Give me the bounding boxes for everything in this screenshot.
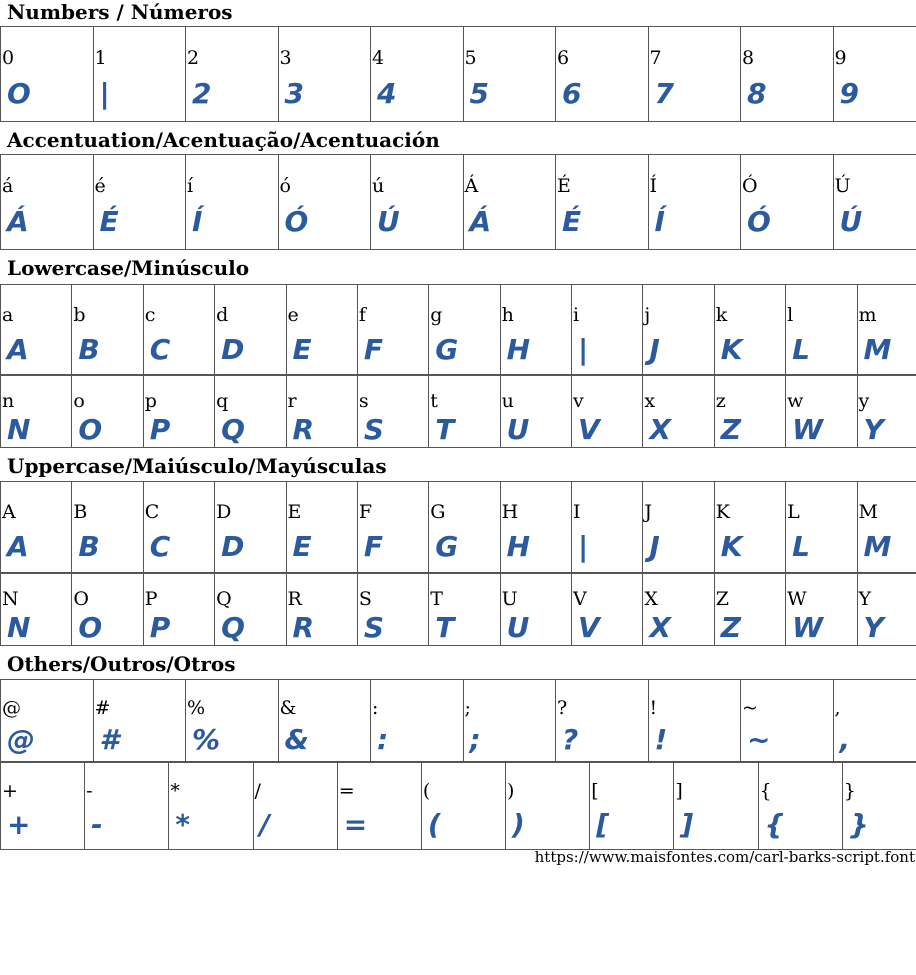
glyph-cell <box>72 482 143 574</box>
character-label: P <box>144 588 158 610</box>
character-label: 2 <box>187 47 200 69</box>
glyph-preview: R <box>292 413 314 446</box>
glyph-preview: Q <box>221 413 244 446</box>
glyph-cell <box>741 680 834 763</box>
glyph-preview: B <box>78 530 99 563</box>
character-label: F <box>358 501 373 523</box>
character-label: Y <box>858 588 872 610</box>
glyph-preview: / <box>259 808 269 841</box>
glyph-preview: P <box>149 413 170 446</box>
glyph-preview: L <box>792 530 809 563</box>
glyph-preview: S <box>363 413 384 446</box>
glyph-cell <box>93 27 186 122</box>
character-label: Á <box>464 175 479 197</box>
glyph-preview: 2 <box>192 77 211 110</box>
glyph-cell <box>186 27 279 122</box>
character-label: # <box>94 697 111 719</box>
glyph-cell <box>572 375 643 448</box>
glyph-preview: = <box>343 808 367 841</box>
glyph-cell <box>674 762 758 850</box>
glyph-preview: 8 <box>747 77 766 110</box>
glyph-preview: M <box>863 333 891 366</box>
glyph-cell <box>421 762 505 850</box>
character-label: ; <box>464 697 471 719</box>
character-label: E <box>287 501 302 523</box>
glyph-cell <box>72 285 143 376</box>
character-label: 9 <box>834 47 847 69</box>
character-label: v <box>573 390 584 412</box>
character-label: 1 <box>94 47 107 69</box>
glyph-cell <box>1 285 72 376</box>
character-label: 6 <box>557 47 570 69</box>
glyph-cell <box>429 482 500 574</box>
character-label: [ <box>591 780 599 802</box>
glyph-preview: 6 <box>562 77 581 110</box>
character-label: c <box>144 304 156 326</box>
glyph-preview: A <box>7 530 28 563</box>
character-label: f <box>358 304 366 326</box>
glyph-cell <box>371 155 464 250</box>
glyph-cell <box>643 482 714 574</box>
character-label: * <box>170 780 180 802</box>
glyph-cell <box>371 27 464 122</box>
glyph-cell <box>1 27 94 122</box>
glyph-cell <box>286 285 357 376</box>
character-label: L <box>787 501 800 523</box>
glyph-cell <box>463 27 556 122</box>
character-label: t <box>430 390 438 412</box>
glyph-preview: Y <box>863 611 883 644</box>
character-label: w <box>787 390 804 412</box>
glyph-cell <box>572 573 643 646</box>
character-label: D <box>216 501 232 523</box>
glyph-preview: : <box>377 723 388 756</box>
glyph-preview: T <box>435 413 454 446</box>
glyph-cell <box>833 680 916 763</box>
section-title: Others/Outros/Otros <box>7 652 236 676</box>
character-label: Z <box>715 588 729 610</box>
glyph-preview: N <box>7 611 30 644</box>
glyph-cell <box>143 482 214 574</box>
glyph-preview: 5 <box>469 77 488 110</box>
glyph-cell <box>714 375 785 448</box>
glyph-cell <box>143 285 214 376</box>
glyph-cell <box>500 375 571 448</box>
character-label: { <box>759 780 772 802</box>
character-label: Í <box>649 175 658 197</box>
character-label: C <box>144 501 160 523</box>
character-label: x <box>644 390 656 412</box>
glyph-cell <box>758 762 842 850</box>
glyph-cell <box>186 680 279 763</box>
source-url[interactable]: https://www.maisfontes.com/carl-barks-script.font <box>534 848 915 866</box>
character-label: - <box>86 780 93 802</box>
glyph-preview: ) <box>512 808 524 841</box>
glyph-row <box>0 284 916 376</box>
character-label: & <box>279 697 297 719</box>
glyph-cell <box>500 285 571 376</box>
character-label: p <box>144 390 157 412</box>
glyph-preview: * <box>175 808 189 841</box>
character-label: ] <box>675 780 683 802</box>
glyph-cell <box>143 573 214 646</box>
glyph-cell <box>648 155 741 250</box>
glyph-cell <box>556 27 649 122</box>
character-label: = <box>338 780 355 802</box>
glyph-cell <box>857 573 916 646</box>
glyph-preview: F <box>363 333 383 366</box>
character-label: s <box>358 390 369 412</box>
glyph-preview: F <box>363 530 383 563</box>
glyph-cell <box>786 482 857 574</box>
glyph-preview: P <box>149 611 170 644</box>
character-label: k <box>715 304 728 326</box>
glyph-preview: B <box>78 333 99 366</box>
glyph-cell <box>429 285 500 376</box>
glyph-preview: 3 <box>284 77 303 110</box>
glyph-cell <box>286 375 357 448</box>
glyph-preview: [ <box>596 808 608 841</box>
character-label: B <box>73 501 88 523</box>
glyph-preview: @ <box>7 723 34 756</box>
glyph-cell <box>786 285 857 376</box>
glyph-cell <box>643 285 714 376</box>
character-label: I <box>573 501 581 523</box>
character-label: R <box>287 588 302 610</box>
glyph-cell <box>278 27 371 122</box>
character-label: ( <box>422 780 431 802</box>
glyph-preview: E <box>292 530 311 563</box>
glyph-cell <box>1 375 72 448</box>
character-label: a <box>2 304 14 326</box>
glyph-preview: Ó <box>747 205 770 238</box>
glyph-preview: 4 <box>377 77 396 110</box>
character-label: 7 <box>649 47 662 69</box>
glyph-cell <box>253 762 337 850</box>
glyph-preview: G <box>435 333 458 366</box>
character-label: r <box>287 390 297 412</box>
glyph-preview: É <box>99 205 118 238</box>
glyph-cell <box>463 680 556 763</box>
glyph-cell <box>278 680 371 763</box>
glyph-preview: H <box>506 333 530 366</box>
glyph-preview: W <box>792 611 823 644</box>
character-label: 0 <box>2 47 15 69</box>
glyph-preview: X <box>649 413 670 446</box>
glyph-preview: | <box>99 77 109 110</box>
character-label: 8 <box>742 47 755 69</box>
glyph-preview: Í <box>192 205 202 238</box>
character-label: e <box>287 304 299 326</box>
glyph-preview: Y <box>863 413 883 446</box>
glyph-preview: Z <box>720 413 741 446</box>
glyph-cell <box>741 27 834 122</box>
character-label: O <box>73 588 89 610</box>
glyph-cell <box>500 482 571 574</box>
character-label: ó <box>279 175 291 197</box>
glyph-preview: | <box>578 530 588 563</box>
glyph-cell <box>842 762 916 850</box>
glyph-cell <box>429 375 500 448</box>
glyph-preview: Z <box>720 611 741 644</box>
glyph-preview: H <box>506 530 530 563</box>
character-label: + <box>2 780 18 802</box>
glyph-preview: Q <box>221 611 244 644</box>
glyph-cell <box>186 155 279 250</box>
glyph-cell <box>143 375 214 448</box>
glyph-preview: K <box>720 530 742 563</box>
character-label: Q <box>216 588 232 610</box>
character-label: d <box>216 304 229 326</box>
character-label: } <box>843 780 856 802</box>
character-label: G <box>430 501 446 523</box>
glyph-cell <box>786 375 857 448</box>
character-label: W <box>787 588 807 610</box>
glyph-cell <box>643 573 714 646</box>
character-label: o <box>73 390 85 412</box>
character-label: / <box>254 780 261 802</box>
glyph-cell <box>93 155 186 250</box>
glyph-cell <box>590 762 674 850</box>
character-label: V <box>573 588 587 610</box>
character-label: : <box>372 697 379 719</box>
character-label: l <box>787 304 794 326</box>
glyph-preview: 9 <box>839 77 858 110</box>
glyph-preview: J <box>649 530 659 563</box>
glyph-cell <box>833 155 916 250</box>
character-label: 4 <box>372 47 385 69</box>
character-label: A <box>2 501 16 523</box>
character-label: É <box>557 175 571 197</box>
glyph-cell <box>215 482 286 574</box>
glyph-cell <box>500 573 571 646</box>
character-label: , <box>834 697 841 719</box>
character-label: u <box>501 390 514 412</box>
glyph-preview: ~ <box>747 723 770 756</box>
section-title: Numbers / Números <box>7 0 233 24</box>
glyph-preview: # <box>99 723 118 756</box>
character-label: Ó <box>742 175 758 197</box>
character-label: ! <box>649 697 658 719</box>
glyph-cell <box>1 573 72 646</box>
glyph-cell <box>72 375 143 448</box>
glyph-cell <box>286 573 357 646</box>
character-label: q <box>216 390 229 412</box>
glyph-cell <box>93 680 186 763</box>
glyph-preview: J <box>649 333 659 366</box>
glyph-cell <box>714 285 785 376</box>
glyph-cell <box>371 680 464 763</box>
glyph-preview: Á <box>469 205 491 238</box>
character-label: ~ <box>742 697 758 719</box>
character-label: z <box>715 390 726 412</box>
glyph-preview: & <box>284 723 308 756</box>
glyph-cell <box>463 155 556 250</box>
character-label: i <box>573 304 580 326</box>
glyph-cell <box>648 27 741 122</box>
glyph-preview: U <box>506 611 529 644</box>
glyph-row <box>0 374 916 448</box>
glyph-preview: S <box>363 611 384 644</box>
glyph-cell <box>643 375 714 448</box>
glyph-cell <box>169 762 253 850</box>
glyph-row <box>0 572 916 646</box>
glyph-preview: R <box>292 611 314 644</box>
glyph-cell <box>357 573 428 646</box>
glyph-cell <box>648 680 741 763</box>
glyph-preview: T <box>435 611 454 644</box>
section-title: Accentuation/Acentuação/Acentuación <box>7 128 440 152</box>
character-label: í <box>187 175 194 197</box>
character-label: K <box>715 501 730 523</box>
character-label: j <box>644 304 651 326</box>
glyph-cell <box>572 285 643 376</box>
glyph-preview: E <box>292 333 311 366</box>
glyph-cell <box>357 375 428 448</box>
glyph-preview: + <box>7 808 30 841</box>
glyph-cell <box>215 285 286 376</box>
glyph-preview: % <box>192 723 220 756</box>
glyph-cell <box>556 680 649 763</box>
glyph-preview: | <box>578 333 588 366</box>
character-label: X <box>644 588 658 610</box>
section-title: Uppercase/Maiúsculo/Mayúsculas <box>7 454 387 478</box>
glyph-cell <box>1 155 94 250</box>
glyph-preview: Ó <box>284 205 308 238</box>
glyph-preview: Í <box>654 205 664 238</box>
glyph-preview: O <box>7 77 30 110</box>
glyph-preview: C <box>149 333 170 366</box>
character-label: J <box>644 501 652 523</box>
glyph-cell <box>833 27 916 122</box>
glyph-cell <box>857 285 916 376</box>
glyph-preview: - <box>91 808 102 841</box>
glyph-preview: , <box>839 723 850 756</box>
glyph-row <box>0 761 916 850</box>
glyph-preview: D <box>221 333 244 366</box>
glyph-cell <box>357 482 428 574</box>
glyph-preview: L <box>792 333 809 366</box>
character-label: é <box>94 175 106 197</box>
glyph-cell <box>572 482 643 574</box>
glyph-preview: A <box>7 333 28 366</box>
character-label: 3 <box>279 47 292 69</box>
character-label: á <box>2 175 14 197</box>
glyph-preview: V <box>578 611 599 644</box>
character-label: b <box>73 304 86 326</box>
character-label: y <box>858 390 870 412</box>
glyph-cell <box>714 482 785 574</box>
glyph-preview: 7 <box>654 77 673 110</box>
character-label: 5 <box>464 47 477 69</box>
character-label: h <box>501 304 514 326</box>
character-label: T <box>430 588 443 610</box>
glyph-cell <box>1 680 94 763</box>
glyph-preview: } <box>848 808 868 841</box>
glyph-cell <box>556 155 649 250</box>
glyph-preview: Ú <box>377 205 399 238</box>
glyph-preview: ? <box>562 723 578 756</box>
glyph-cell <box>337 762 421 850</box>
character-label: U <box>501 588 518 610</box>
glyph-preview: ! <box>654 723 667 756</box>
glyph-cell <box>857 482 916 574</box>
glyph-cell <box>1 762 85 850</box>
glyph-preview: Á <box>7 205 28 238</box>
glyph-cell <box>72 573 143 646</box>
glyph-preview: Ú <box>839 205 862 238</box>
glyph-preview: { <box>764 808 784 841</box>
glyph-cell <box>429 573 500 646</box>
glyph-preview: ; <box>469 723 480 756</box>
glyph-cell <box>357 285 428 376</box>
glyph-row <box>0 154 916 250</box>
character-label: % <box>187 697 206 719</box>
glyph-cell <box>286 482 357 574</box>
glyph-preview: N <box>7 413 30 446</box>
glyph-preview: U <box>506 413 529 446</box>
character-label: S <box>358 588 372 610</box>
glyph-cell <box>215 573 286 646</box>
glyph-preview: K <box>720 333 742 366</box>
glyph-preview: D <box>221 530 244 563</box>
character-label: @ <box>2 697 21 719</box>
glyph-cell <box>786 573 857 646</box>
character-label: N <box>2 588 19 610</box>
glyph-preview: É <box>562 205 581 238</box>
glyph-preview: G <box>435 530 458 563</box>
section-title: Lowercase/Minúsculo <box>7 256 250 280</box>
glyph-cell <box>215 375 286 448</box>
glyph-cell <box>714 573 785 646</box>
character-label: g <box>430 304 443 326</box>
glyph-cell <box>278 155 371 250</box>
glyph-preview: X <box>649 611 670 644</box>
character-label: n <box>2 390 15 412</box>
glyph-preview: M <box>863 530 891 563</box>
glyph-preview: ] <box>680 808 693 841</box>
glyph-row <box>0 26 916 122</box>
glyph-preview: W <box>792 413 823 446</box>
glyph-preview: ( <box>427 808 440 841</box>
character-label: ) <box>507 780 515 802</box>
character-label: H <box>501 501 519 523</box>
glyph-preview: O <box>78 413 102 446</box>
character-label: m <box>858 304 877 326</box>
glyph-cell <box>741 155 834 250</box>
character-label: Ú <box>834 175 851 197</box>
glyph-cell <box>85 762 169 850</box>
character-label: M <box>858 501 878 523</box>
glyph-row <box>0 679 916 763</box>
character-label: ú <box>372 175 385 197</box>
glyph-preview: V <box>578 413 599 446</box>
glyph-cell <box>1 482 72 574</box>
glyph-cell <box>506 762 590 850</box>
glyph-preview: C <box>149 530 170 563</box>
character-label: ? <box>557 697 568 719</box>
glyph-cell <box>857 375 916 448</box>
glyph-row <box>0 481 916 574</box>
glyph-preview: O <box>78 611 102 644</box>
